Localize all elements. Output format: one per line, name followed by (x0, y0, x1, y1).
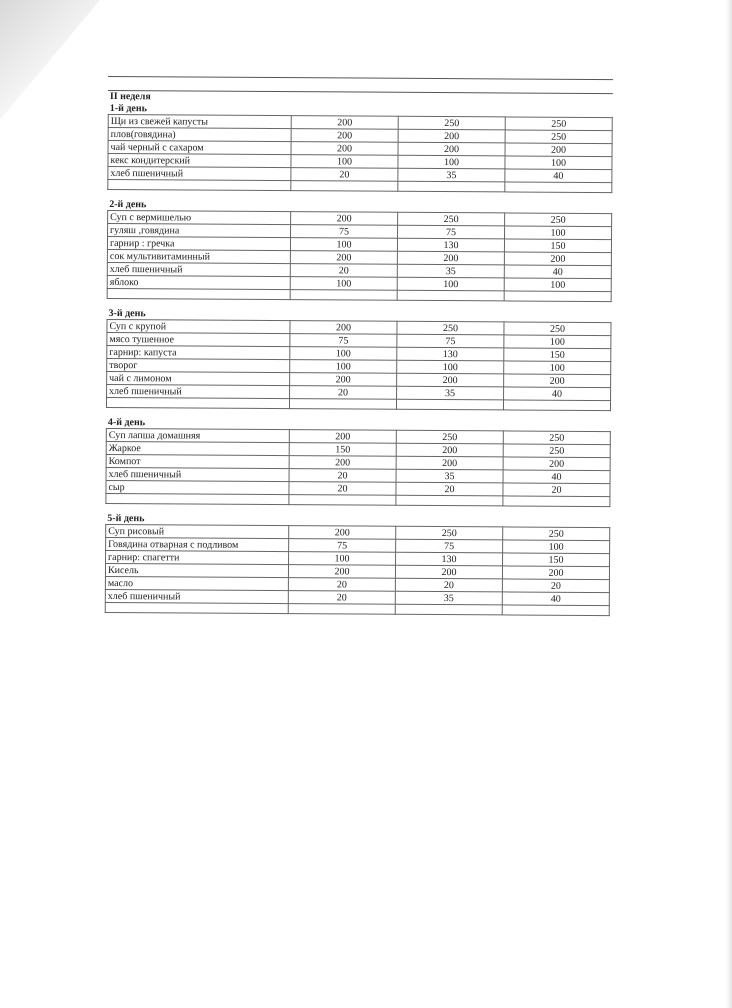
portion-value: 130 (397, 238, 504, 252)
dish-name: кекс кондитерский (108, 154, 291, 168)
portion-value: 200 (505, 143, 612, 157)
portion-value: 200 (398, 129, 505, 143)
day-menu-table (107, 210, 613, 302)
page-fold-shadow (0, 0, 100, 120)
dish-name: Говядина отварная с подливом (106, 537, 289, 551)
portion-value: 100 (290, 277, 397, 291)
dish-name: чай с лимоном (107, 371, 290, 385)
portion-value: 200 (395, 565, 502, 579)
day-section (107, 103, 613, 193)
day-title: 4-й день (107, 417, 146, 429)
portion-value: 250 (397, 321, 504, 335)
day-section (105, 513, 611, 616)
portion-value: 75 (289, 539, 396, 553)
portion-value: 75 (397, 334, 504, 348)
blank-cell (396, 399, 503, 410)
blank-cell (504, 291, 611, 302)
blank-cell (503, 496, 610, 507)
dish-name: хлеб пшеничный (108, 167, 291, 181)
portion-value: 75 (290, 334, 397, 348)
portion-value: 100 (504, 361, 611, 375)
dish-name: Компот (106, 454, 289, 468)
portion-value: 100 (290, 347, 397, 361)
portion-value: 200 (398, 142, 505, 156)
portion-value: 100 (503, 540, 610, 554)
portion-value: 35 (397, 386, 504, 400)
portion-value: 250 (503, 431, 610, 445)
portion-value: 20 (288, 578, 395, 592)
portion-value: 200 (396, 456, 503, 470)
blank-cell (107, 288, 290, 299)
day-title: 5-й день (107, 513, 145, 525)
portion-value: 200 (290, 373, 397, 387)
portion-value: 200 (291, 116, 398, 130)
dish-name: Щи из свежей капусты (108, 115, 291, 129)
dish-name: Суп с вермишелью (108, 211, 291, 225)
blank-cell (503, 400, 610, 411)
blank-cell (108, 180, 291, 191)
portion-value: 100 (290, 360, 397, 374)
blank-cell (289, 495, 396, 506)
portion-value: 250 (396, 430, 503, 444)
dish-name: гуляш ,говядина (108, 224, 291, 238)
portion-value: 200 (504, 374, 611, 388)
blank-cell (106, 397, 289, 408)
portion-value: 40 (504, 387, 611, 401)
portion-value: 20 (288, 591, 395, 605)
portion-value: 200 (290, 251, 397, 265)
portion-value: 130 (397, 347, 504, 361)
portion-value: 200 (291, 142, 398, 156)
dish-name: яблоко (107, 275, 290, 289)
portion-value: 20 (290, 386, 397, 400)
dish-name: Суп рисовый (106, 524, 289, 538)
blank-cell (105, 602, 288, 613)
portion-value: 100 (397, 360, 504, 374)
dish-name: гарнир : гречка (107, 237, 290, 251)
portion-value: 20 (289, 469, 396, 483)
dish-name: Жаркое (106, 441, 289, 455)
portion-value: 100 (291, 155, 398, 169)
portion-value: 75 (396, 539, 503, 553)
day-title: 2-й день (109, 199, 147, 211)
dish-name: хлеб пшеничный (107, 384, 290, 398)
portion-value: 75 (398, 225, 505, 239)
dish-name: хлеб пшеничный (105, 589, 288, 603)
blank-row (108, 180, 612, 193)
portion-value: 75 (291, 225, 398, 239)
portion-value: 200 (289, 456, 396, 470)
day-menu-table (105, 524, 611, 616)
portion-value: 100 (290, 238, 397, 252)
portion-value: 250 (505, 213, 612, 227)
blank-cell (398, 181, 505, 192)
portion-value: 200 (502, 566, 609, 580)
week-title: II неделя (108, 90, 613, 106)
portion-value: 20 (502, 579, 609, 593)
portion-value: 100 (397, 277, 504, 291)
dish-name: Суп с крупой (107, 319, 290, 333)
portion-value: 150 (504, 239, 611, 253)
portion-value: 200 (396, 443, 503, 457)
dish-name: масло (105, 576, 288, 590)
portion-value: 100 (505, 226, 612, 240)
dish-name: сыр (106, 480, 289, 494)
blank-row (106, 397, 610, 410)
portion-value: 200 (289, 430, 396, 444)
portion-value: 250 (503, 527, 610, 541)
portion-value: 200 (291, 212, 398, 226)
day-section (106, 308, 612, 411)
blank-row (106, 493, 610, 506)
dish-name: хлеб пшеничный (106, 467, 289, 481)
portion-value: 200 (289, 526, 396, 540)
portion-value: 130 (396, 552, 503, 566)
portion-value: 100 (505, 156, 612, 170)
blank-row (105, 602, 609, 615)
dish-name: хлеб пшеничный (107, 262, 290, 276)
dish-name: Суп лапша домашняя (106, 428, 289, 442)
blank-row (107, 288, 611, 301)
day-menu-table (106, 319, 612, 411)
portion-value: 250 (504, 322, 611, 336)
portion-value: 250 (505, 130, 612, 144)
day-menu-table (107, 114, 612, 193)
portion-value: 150 (289, 443, 396, 457)
portion-value: 20 (289, 482, 396, 496)
blank-cell (396, 495, 503, 506)
day-title: 3-й день (108, 308, 146, 320)
blank-cell (502, 605, 609, 616)
dish-name: чай черный с сахаром (108, 141, 291, 155)
portion-value: 200 (503, 457, 610, 471)
portion-value: 40 (505, 169, 612, 183)
portion-value: 35 (395, 591, 502, 605)
portion-value: 20 (290, 264, 397, 278)
portion-value: 20 (395, 578, 502, 592)
portion-value: 200 (397, 251, 504, 265)
portion-value: 250 (396, 526, 503, 540)
portion-value: 35 (398, 168, 505, 182)
portion-value: 200 (288, 565, 395, 579)
blank-cell (395, 604, 502, 615)
portion-value: 250 (505, 117, 612, 131)
portion-value: 150 (504, 348, 611, 362)
dish-name: гарнир: капуста (107, 345, 290, 359)
page-edge-shadow (726, 0, 732, 1008)
portion-value: 200 (290, 321, 397, 335)
blank-cell (505, 182, 612, 193)
dish-name: мясо тушенное (107, 332, 290, 346)
blank-cell (291, 181, 398, 192)
blank-cell (106, 493, 289, 504)
portion-value: 20 (291, 168, 398, 182)
dish-name: творог (107, 358, 290, 372)
portion-value: 200 (291, 129, 398, 143)
portion-value: 250 (398, 212, 505, 226)
blank-cell (288, 604, 395, 615)
portion-value: 100 (289, 552, 396, 566)
portion-value: 35 (396, 469, 503, 483)
portion-value: 150 (503, 553, 610, 567)
day-title: 1-й день (109, 103, 147, 115)
blank-cell (290, 290, 397, 301)
portion-value: 40 (504, 265, 611, 279)
portion-value: 40 (503, 470, 610, 484)
portion-value: 200 (504, 252, 611, 266)
blank-cell (289, 399, 396, 410)
portion-value: 250 (503, 444, 610, 458)
portion-value: 200 (397, 373, 504, 387)
day-menu-table (105, 428, 610, 507)
portion-value: 250 (398, 116, 505, 130)
portion-value: 100 (398, 155, 505, 169)
blank-cell (397, 290, 504, 301)
dish-name: Кисель (105, 563, 288, 577)
dish-name: гарнир: спагетти (106, 550, 289, 564)
portion-value: 100 (504, 335, 611, 349)
days-container (105, 103, 613, 616)
menu-sheet (105, 76, 613, 625)
portion-value: 40 (502, 592, 609, 606)
day-section (107, 199, 613, 302)
day-section (105, 417, 611, 507)
portion-value: 35 (397, 264, 504, 278)
dish-name: плов(говядина) (108, 128, 291, 142)
portion-value: 100 (504, 278, 611, 292)
dish-name: сок мультивитаминный (107, 249, 290, 263)
portion-value: 20 (396, 482, 503, 496)
portion-value: 20 (503, 483, 610, 497)
